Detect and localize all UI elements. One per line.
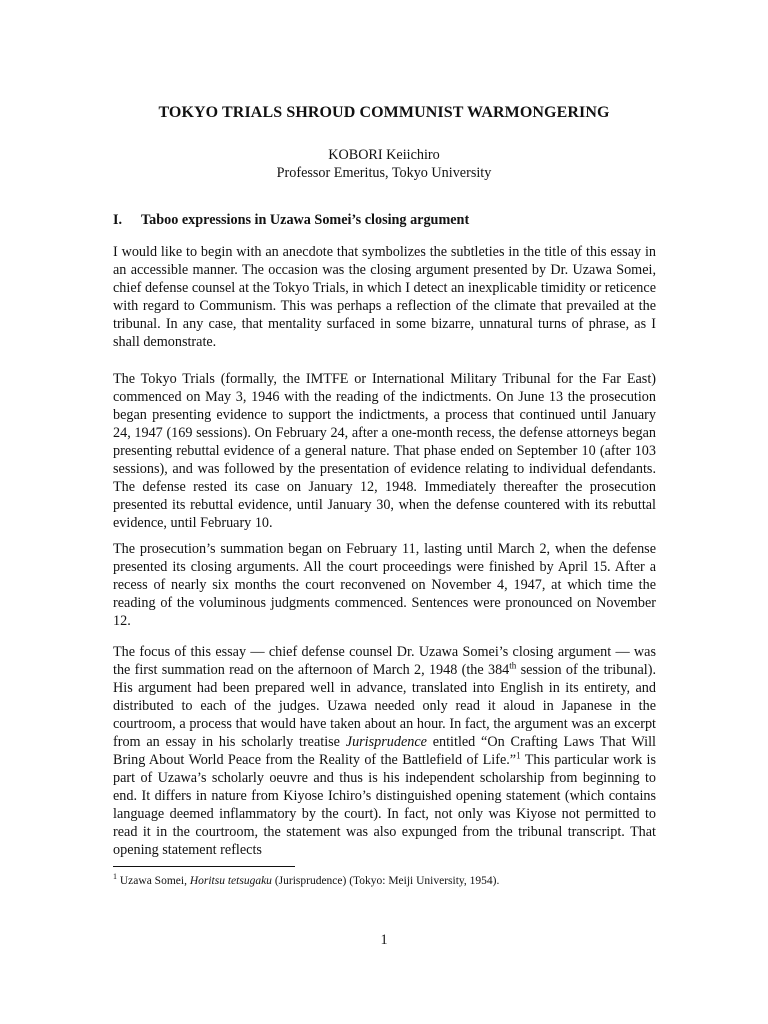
footnote-divider (113, 866, 295, 867)
paragraph-4-text-c: entitled “On Crafting Laws That Will Bring About World Peace from the Reality of the Battlefield of Life.” (113, 734, 656, 768)
paragraph-3: The prosecution’s summation began on February 11, lasting until March 2, when the defense presented its closing arguments. All the court proceedings were finished by April 15. After a recess of nearly six months the court reconvened on November 4, 1947, at which time the reading of the voluminous judgments commenced. Sentences were pronounced on November 12. (113, 541, 656, 629)
treatise-title: Jurisprudence (345, 734, 427, 750)
ordinal-suffix: th (509, 660, 517, 671)
section-heading (113, 212, 469, 229)
footnote (113, 874, 499, 888)
paragraph-2: The Tokyo Trials (formally, the IMTFE or International Military Tribunal for the Far East) commenced on May 3, 1946 with the reading of the indictments. On June 13 the prosecution began presenting evidence to support the indictments, a process that continued until January 24, 1947 (169 sessions). On February 24, after a one-month recess, the defense attorneys began presenting rebuttal evidence of a general nature. That phase ended on September 10 (after 103 sessions), and was followed by the presentation of evidence relating to individual defendants. The defense rested its case on January 12, 1948. Immediately thereafter the prosecution presented its rebuttal evidence, until January 30, when the defense countered with its rebuttal evidence, until February 10. (113, 371, 656, 531)
footnote-author: Uzawa Somei, (117, 875, 190, 887)
section-number: I. (113, 212, 123, 228)
paragraph-4-text-a: The focus of this essay — chief defense counsel Dr. Uzawa Somei’s closing argument — was the first summation read on the afternoon of March 2, 1948 (the 384 (113, 644, 656, 678)
document-title: TOKYO TRIALS SHROUD COMMUNIST WARMONGERING (158, 104, 610, 121)
paragraph-1: I would like to begin with an anecdote that symbolizes the subtleties in the title of this essay in an accessible manner. The occasion was the closing argument presented by Dr. Uzawa Somei, chief defense counsel at the Tokyo Trials, in which I detect an inexplicable timidity or reticence with regard to Communism. This was perhaps a reflection of the climate that prevailed at the tribunal. In any case, that mentality surfaced in some bizarre, unnatural turns of phrase, as I shall demonstrate. (113, 244, 656, 350)
paragraph-4-text-b: session of the tribunal). His argument had been prepared well in advance, translated into English in its entirety, and distributed to each of the judges. Uzawa needed only read it aloud in Japanese in the courtroom, a process that would have taken about an hour. In fact, the argument was an excerpt from an essay in his scholarly treatise (113, 662, 656, 750)
paragraph-4-text-d: This particular work is part of Uzawa’s scholarly oeuvre and thus is his independent scholarship from beginning to end. It differs in nature from Kiyose Ichiro’s distinguished opening statement (which contains language deemed inflammatory by the court). In fact, not only was Kiyose not permitted to read it in the courtroom, the statement was also expunged from the tribunal transcript. That opening statement reflects (113, 752, 656, 858)
author-name: KOBORI Keiichiro (328, 147, 440, 163)
page-number: 1 (380, 932, 388, 948)
author-affiliation: Professor Emeritus, Tokyo University (276, 165, 492, 181)
author-block (0, 146, 768, 182)
section-title: Taboo expressions in Uzawa Somei’s closing argument (141, 212, 470, 228)
footnote-work-title: Horitsu tetsugaku (189, 875, 272, 887)
paragraph-4 (113, 643, 656, 859)
footnote-reference[interactable]: 1 (516, 750, 521, 761)
footnote-marker: 1 (113, 872, 117, 882)
footnote-details: (Jurisprudence) (Tokyo: Meiji University, 1954). (271, 875, 500, 887)
